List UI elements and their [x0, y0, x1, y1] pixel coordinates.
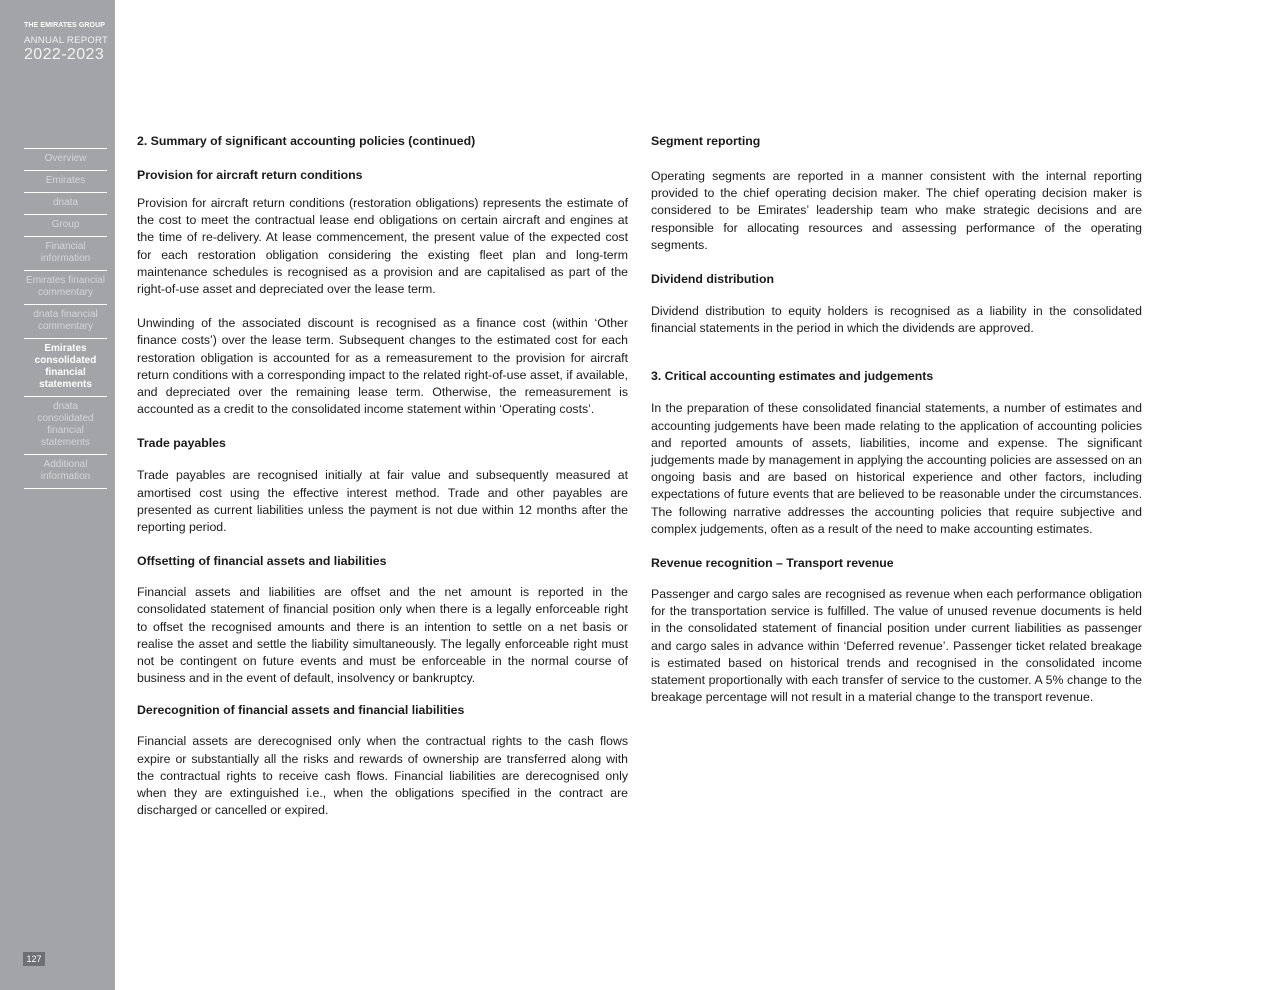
revenue-recognition-heading: Revenue recognition – Transport revenue — [651, 556, 894, 571]
aircraft-return-heading: Provision for aircraft return conditions — [137, 168, 363, 182]
brand-group-name: THE EMIRATES GROUP — [24, 22, 106, 29]
section-title: 2. Summary of significant accounting policies (continued) — [137, 134, 476, 148]
section-nav — [24, 148, 107, 489]
nav-item-emirates-consolidated-financial-statements[interactable]: Emirates consolidated financial statements — [24, 339, 107, 397]
nav-item-emirates[interactable]: Emirates — [24, 171, 107, 193]
left-column — [137, 131, 628, 819]
derecognition-paragraph: Financial assets are derecognised only when the contractual rights to the cash flows expire or substantially all the risks and rewards of ownership are transferred along with the contractual rights to receive cash flows. Financial liabilities are derecognised only when they are extinguished i.e., when the obligations specified in the contract are discharged or cancelled or expired. — [137, 734, 628, 818]
segment-reporting-paragraph: Operating segments are reported in a manner consistent with the internal reporting provided to the chief operating decision maker. The chief operating decision maker is considered to be Emirates’ leadership team who make strategic decisions and are responsible for allocating resources and assessing performance of the operating segments. — [651, 169, 1142, 252]
dividend-distribution-heading: Dividend distribution — [651, 272, 774, 287]
nav-item-overview[interactable]: Overview — [24, 149, 107, 171]
derecognition-heading: Derecognition of financial assets and financial liabilities — [137, 703, 465, 718]
brand-report-years: 2022-2023 — [24, 46, 105, 63]
nav-item-financial-information[interactable]: Financial information — [24, 237, 107, 271]
nav-item-additional-information[interactable]: Additional information — [24, 455, 107, 489]
sidebar — [0, 0, 115, 990]
aircraft-return-paragraph-2: Unwinding of the associated discount is recognised as a finance cost (within ‘Other finance costs’) over the lease term. Subsequent changes to the estimated cost for each restoration obligation is accounted for as a remeasurement to the provision for aircraft return conditions with a corresponding impact to the related right-of-use asset, if available, and depreciated over the remaining lease term. Otherwise, the remeasurement is accounted as a credit to the consolidated income statement within ‘Operating costs’. — [137, 316, 628, 417]
nav-item-dnata-financial-commentary[interactable]: dnata financial commentary — [24, 305, 107, 339]
revenue-recognition-paragraph: Passenger and cargo sales are recognised as revenue when each performance obligation for the transportation service is fulfilled. The value of unused revenue documents is held in the consolidated statement of financial position under current liabilities as passenger and cargo sales in advance within ‘Deferred revenue’. Passenger ticket related breakage is estimated based on historical trends and recognised in the consolidated income statement proportionally with each transfer of service to the customer. A 5% change to the breakage percentage will not result in a material change to the transport revenue. — [651, 587, 1142, 705]
dividend-distribution-paragraph: Dividend distribution to equity holders is recognised as a liability in the consolidated financial statements in the period in which the dividends are approved. — [651, 304, 1142, 336]
page-number: 127 — [23, 952, 45, 966]
critical-estimates-heading: 3. Critical accounting estimates and judgements — [651, 369, 934, 384]
nav-item-dnata-consolidated-financial-statements[interactable]: dnata consolidated financial statements — [24, 397, 107, 455]
segment-reporting-heading: Segment reporting — [651, 134, 761, 148]
offsetting-heading: Offsetting of financial assets and liabilities — [137, 554, 387, 569]
trade-payables-paragraph: Trade payables are recognised initially at fair value and subsequently measured at amortised cost using the effective interest method. Trade and other payables are presented as current liabilities unless the payment is not due within 12 months after the reporting period. — [137, 468, 628, 535]
aircraft-return-paragraph-1: Provision for aircraft return conditions (restoration obligations) represents the estimate of the cost to meet the contractual lease end obligations on certain aircraft and engines at the time of re-delivery. At lease commencement, the present value of the expected cost for each restoration obligation considering the existing fleet plan and long-term maintenance schedules is recognised as a provision and are capitalised as part of the right-of-use asset and depreciated over the lease term. — [137, 196, 628, 297]
brand-report-label: ANNUAL REPORT — [24, 35, 109, 46]
brand-block — [24, 22, 108, 64]
offsetting-paragraph: Financial assets and liabilities are offset and the net amount is reported in the consolidated statement of financial position only when there is a legally enforceable right to offset the recognised amounts and there is an intention to settle on a net basis or realise the asset and settle the liability simultaneously. The legally enforceable right must not be contingent on future events and must be enforceable in the normal course of business and in the event of default, insolvency or bankruptcy. — [137, 585, 628, 686]
nav-item-group[interactable]: Group — [24, 215, 107, 237]
trade-payables-heading: Trade payables — [137, 436, 226, 451]
nav-item-emirates-financial-commentary[interactable]: Emirates financial commentary — [24, 271, 107, 305]
right-column — [651, 131, 1142, 706]
nav-item-dnata[interactable]: dnata — [24, 193, 107, 215]
critical-estimates-paragraph: In the preparation of these consolidated financial statements, a number of estimates and accounting judgements have been made relating to the application of accounting policies and reported amounts of assets, liabilities, income and expense. The significant judgements made by management in applying the accounting policies are assessed on an ongoing basis and are based on historical experience and other factors, including expectations of future events that are believed to be reasonable under the circumstances. The following narrative addresses the accounting policies that require subjective and complex judgements, often as a result of the need to make accounting estimates. — [651, 401, 1142, 536]
